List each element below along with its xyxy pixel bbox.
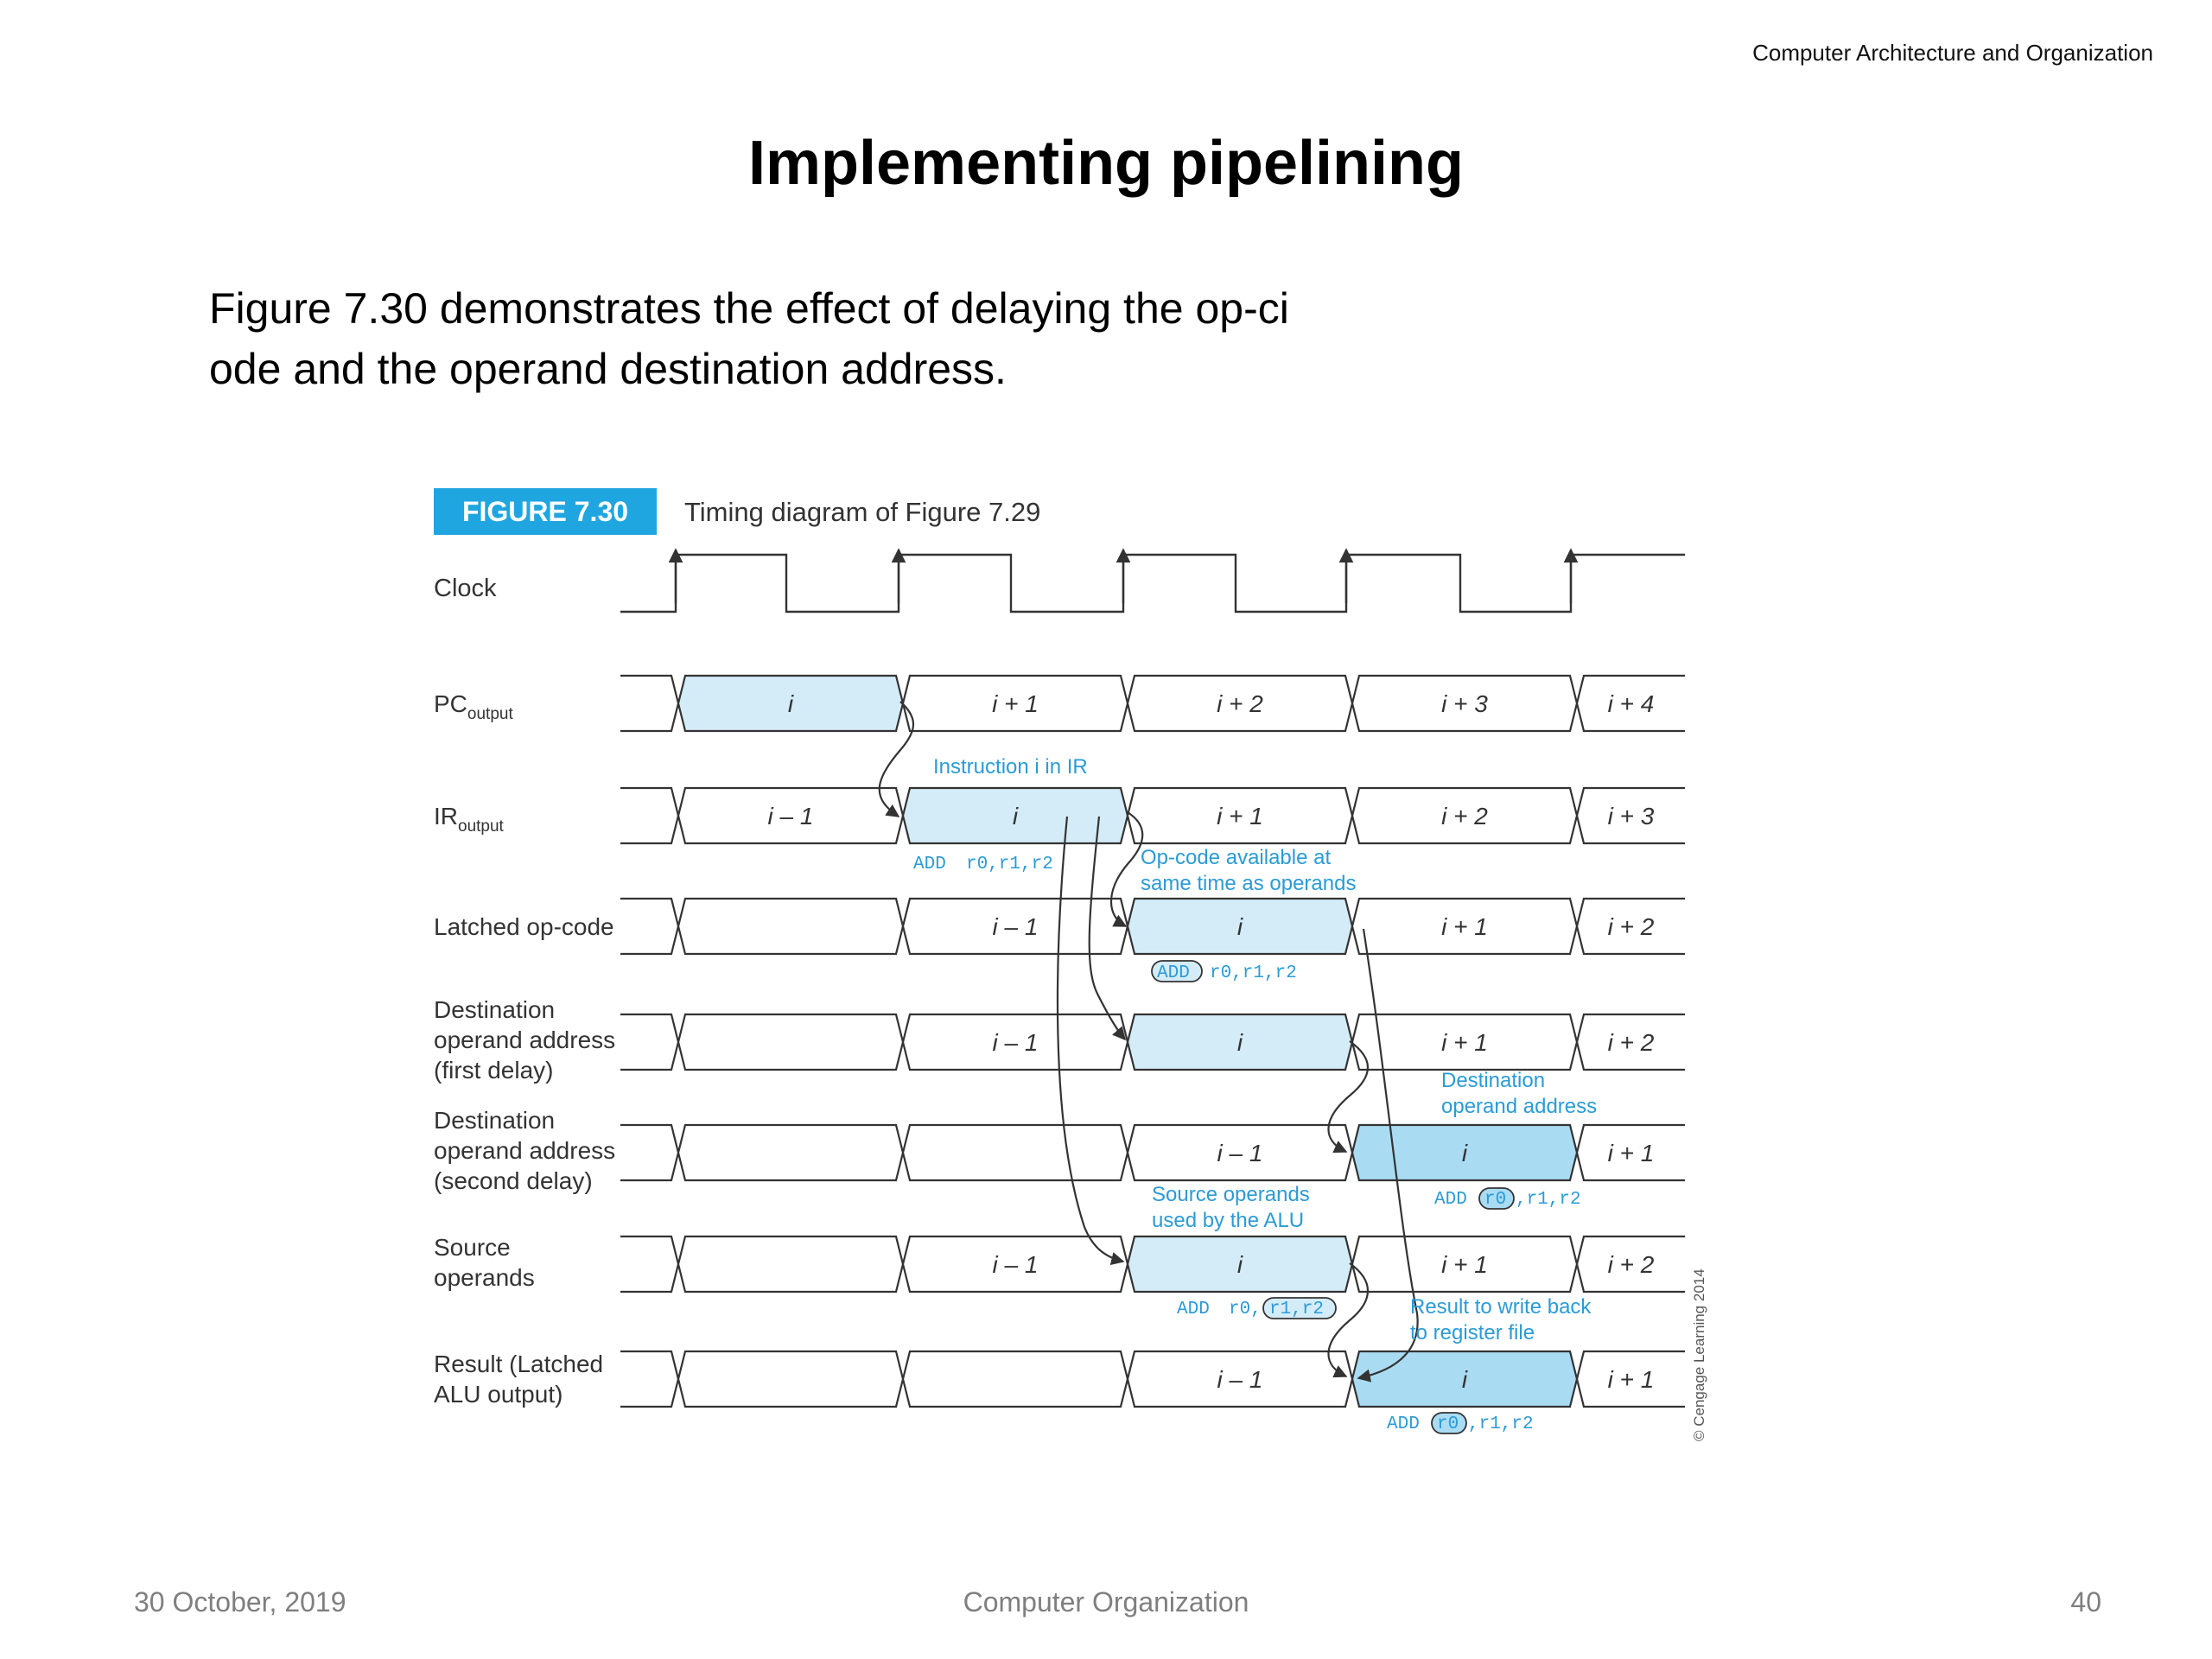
asm-result-op: ADD bbox=[1387, 1414, 1420, 1434]
cell-value-pc-1: i bbox=[787, 690, 794, 717]
cell-pc-0 bbox=[620, 676, 678, 731]
row-label-result-2: ALU output) bbox=[434, 1381, 563, 1408]
clock-label: Clock bbox=[434, 575, 497, 602]
cell-value-dest1-5: i + 2 bbox=[1607, 1029, 1655, 1056]
cell-value-src-4: i + 1 bbox=[1441, 1251, 1488, 1278]
clock-signal bbox=[620, 550, 1685, 612]
row-label-ir-1: $IR_{output}$ bbox=[434, 803, 504, 836]
row-label-dest2-3: (second delay) bbox=[434, 1167, 593, 1194]
cell-dest2-2 bbox=[903, 1125, 1128, 1180]
cell-value-src-2: i – 1 bbox=[992, 1251, 1039, 1278]
figure-caption: Timing diagram of Figure 7.29 bbox=[684, 497, 1041, 527]
annotation-source-used-1: Source operands bbox=[1152, 1183, 1310, 1206]
annotation-opcode-available-2: same time as operands bbox=[1141, 872, 1357, 895]
asm-opcode-operands: r0,r1,r2 bbox=[1210, 963, 1297, 983]
asm-dest-reg: r0 bbox=[1484, 1190, 1507, 1210]
cell-value-ir-4: i + 2 bbox=[1441, 803, 1488, 830]
row-result bbox=[434, 1351, 1685, 1408]
cell-ir-0 bbox=[620, 788, 678, 843]
annotation-result-write-1: Result to write back bbox=[1410, 1295, 1592, 1319]
asm-result-rest: ,r1,r2 bbox=[1468, 1414, 1534, 1434]
asm-dest-rest: ,r1,r2 bbox=[1516, 1190, 1581, 1210]
footer-date: 30 October, 2019 bbox=[134, 1586, 346, 1618]
copyright-note: © Cengage Learning 2014 bbox=[1691, 1268, 1707, 1441]
footer-page-number: 40 bbox=[2070, 1586, 2101, 1618]
cell-value-pc-5: i + 4 bbox=[1607, 690, 1655, 717]
row-label-pc-1: $PC_{output}$ bbox=[434, 690, 513, 723]
annotation-source-used-2: used by the ALU bbox=[1152, 1209, 1305, 1232]
cell-value-src-5: i + 2 bbox=[1607, 1251, 1655, 1278]
cell-value-dest2-4: i bbox=[1461, 1140, 1468, 1166]
cell-opcode-1 bbox=[678, 899, 903, 954]
asm-src-reg: r0, bbox=[1229, 1300, 1262, 1319]
slide-title: Implementing pipelining bbox=[748, 129, 1464, 198]
row-src bbox=[434, 1234, 1685, 1292]
cell-value-result-5: i + 1 bbox=[1607, 1366, 1655, 1393]
row-pc bbox=[434, 676, 1685, 731]
row-label-dest1-1: Destination bbox=[434, 996, 556, 1023]
cell-dest2-0 bbox=[620, 1125, 678, 1180]
asm-src-operands: r1,r2 bbox=[1269, 1300, 1325, 1319]
body-line-1: Figure 7.30 demonstrates the effect of delaying the op-ci bbox=[209, 284, 1289, 333]
row-label-subscript-ir: output bbox=[458, 817, 504, 836]
annotation-dest-operand-2: operand address bbox=[1441, 1095, 1598, 1118]
row-label-src-1: Source bbox=[434, 1234, 511, 1261]
cell-value-ir-2: i bbox=[1012, 803, 1019, 830]
cell-value-opcode-5: i + 2 bbox=[1607, 913, 1655, 940]
cell-result-0 bbox=[620, 1351, 678, 1407]
course-header: Computer Architecture and Organization bbox=[1752, 40, 2153, 66]
asm-dest-op: ADD bbox=[1434, 1190, 1467, 1210]
row-label-dest1-3: (first delay) bbox=[434, 1057, 554, 1084]
cell-value-ir-5: i + 3 bbox=[1607, 803, 1655, 830]
cell-src-0 bbox=[620, 1236, 678, 1292]
annotation-result-write-2: to register file bbox=[1410, 1321, 1535, 1344]
cell-value-pc-4: i + 3 bbox=[1441, 690, 1488, 717]
annotation-instr-in-ir: Instruction i in IR bbox=[933, 755, 1088, 779]
cell-result-1 bbox=[678, 1351, 903, 1407]
cell-result-2 bbox=[903, 1351, 1128, 1407]
asm-src-op: ADD bbox=[1177, 1300, 1210, 1319]
cell-value-ir-1: i – 1 bbox=[767, 803, 814, 830]
row-label-result-1: Result (Latched bbox=[434, 1351, 604, 1377]
cell-value-opcode-3: i bbox=[1236, 913, 1243, 940]
cell-value-dest2-3: i – 1 bbox=[1217, 1140, 1263, 1166]
cell-value-result-3: i – 1 bbox=[1217, 1366, 1263, 1393]
cell-value-dest1-4: i + 1 bbox=[1441, 1029, 1488, 1056]
annotation-dest-operand-1: Destination bbox=[1441, 1069, 1546, 1092]
cell-value-dest2-5: i + 1 bbox=[1607, 1140, 1655, 1166]
cell-opcode-0 bbox=[620, 899, 678, 954]
row-ir bbox=[434, 788, 1685, 843]
row-dest2 bbox=[434, 1107, 1685, 1194]
cell-dest1-1 bbox=[678, 1014, 903, 1070]
row-label-dest2-1: Destination bbox=[434, 1107, 556, 1134]
cell-value-src-3: i bbox=[1236, 1251, 1243, 1278]
cell-dest2-1 bbox=[678, 1125, 903, 1180]
row-label-src-2: operands bbox=[434, 1264, 535, 1291]
asm-ir-op: ADD bbox=[913, 855, 946, 874]
row-label-dest2-2: operand address bbox=[434, 1137, 616, 1164]
asm-result-reg: r0 bbox=[1437, 1414, 1459, 1434]
clock-waveform bbox=[620, 555, 1685, 612]
body-line-2: ode and the operand destination address. bbox=[209, 345, 1007, 393]
cell-value-pc-3: i + 2 bbox=[1217, 690, 1263, 717]
cell-src-1 bbox=[678, 1236, 903, 1292]
cell-value-pc-2: i + 1 bbox=[992, 690, 1039, 717]
asm-ir-operands: r0,r1,r2 bbox=[966, 855, 1053, 874]
cell-value-ir-3: i + 1 bbox=[1217, 803, 1263, 830]
annotation-opcode-available-1: Op-code available at bbox=[1141, 846, 1332, 869]
cell-value-opcode-4: i + 1 bbox=[1441, 913, 1488, 940]
row-label-subscript-pc: output bbox=[467, 705, 513, 723]
cell-value-opcode-2: i – 1 bbox=[992, 913, 1039, 940]
row-label-opcode-1: Latched op-code bbox=[434, 913, 614, 940]
row-label-dest1-2: operand address bbox=[434, 1027, 616, 1053]
footer-title: Computer Organization bbox=[963, 1586, 1249, 1618]
cell-value-dest1-2: i – 1 bbox=[992, 1029, 1039, 1056]
cell-dest1-0 bbox=[620, 1014, 678, 1070]
cell-value-dest1-3: i bbox=[1236, 1029, 1243, 1056]
asm-opcode-op: ADD bbox=[1157, 963, 1190, 983]
cell-value-result-4: i bbox=[1461, 1366, 1468, 1393]
figure-badge: FIGURE 7.30 bbox=[461, 496, 629, 527]
